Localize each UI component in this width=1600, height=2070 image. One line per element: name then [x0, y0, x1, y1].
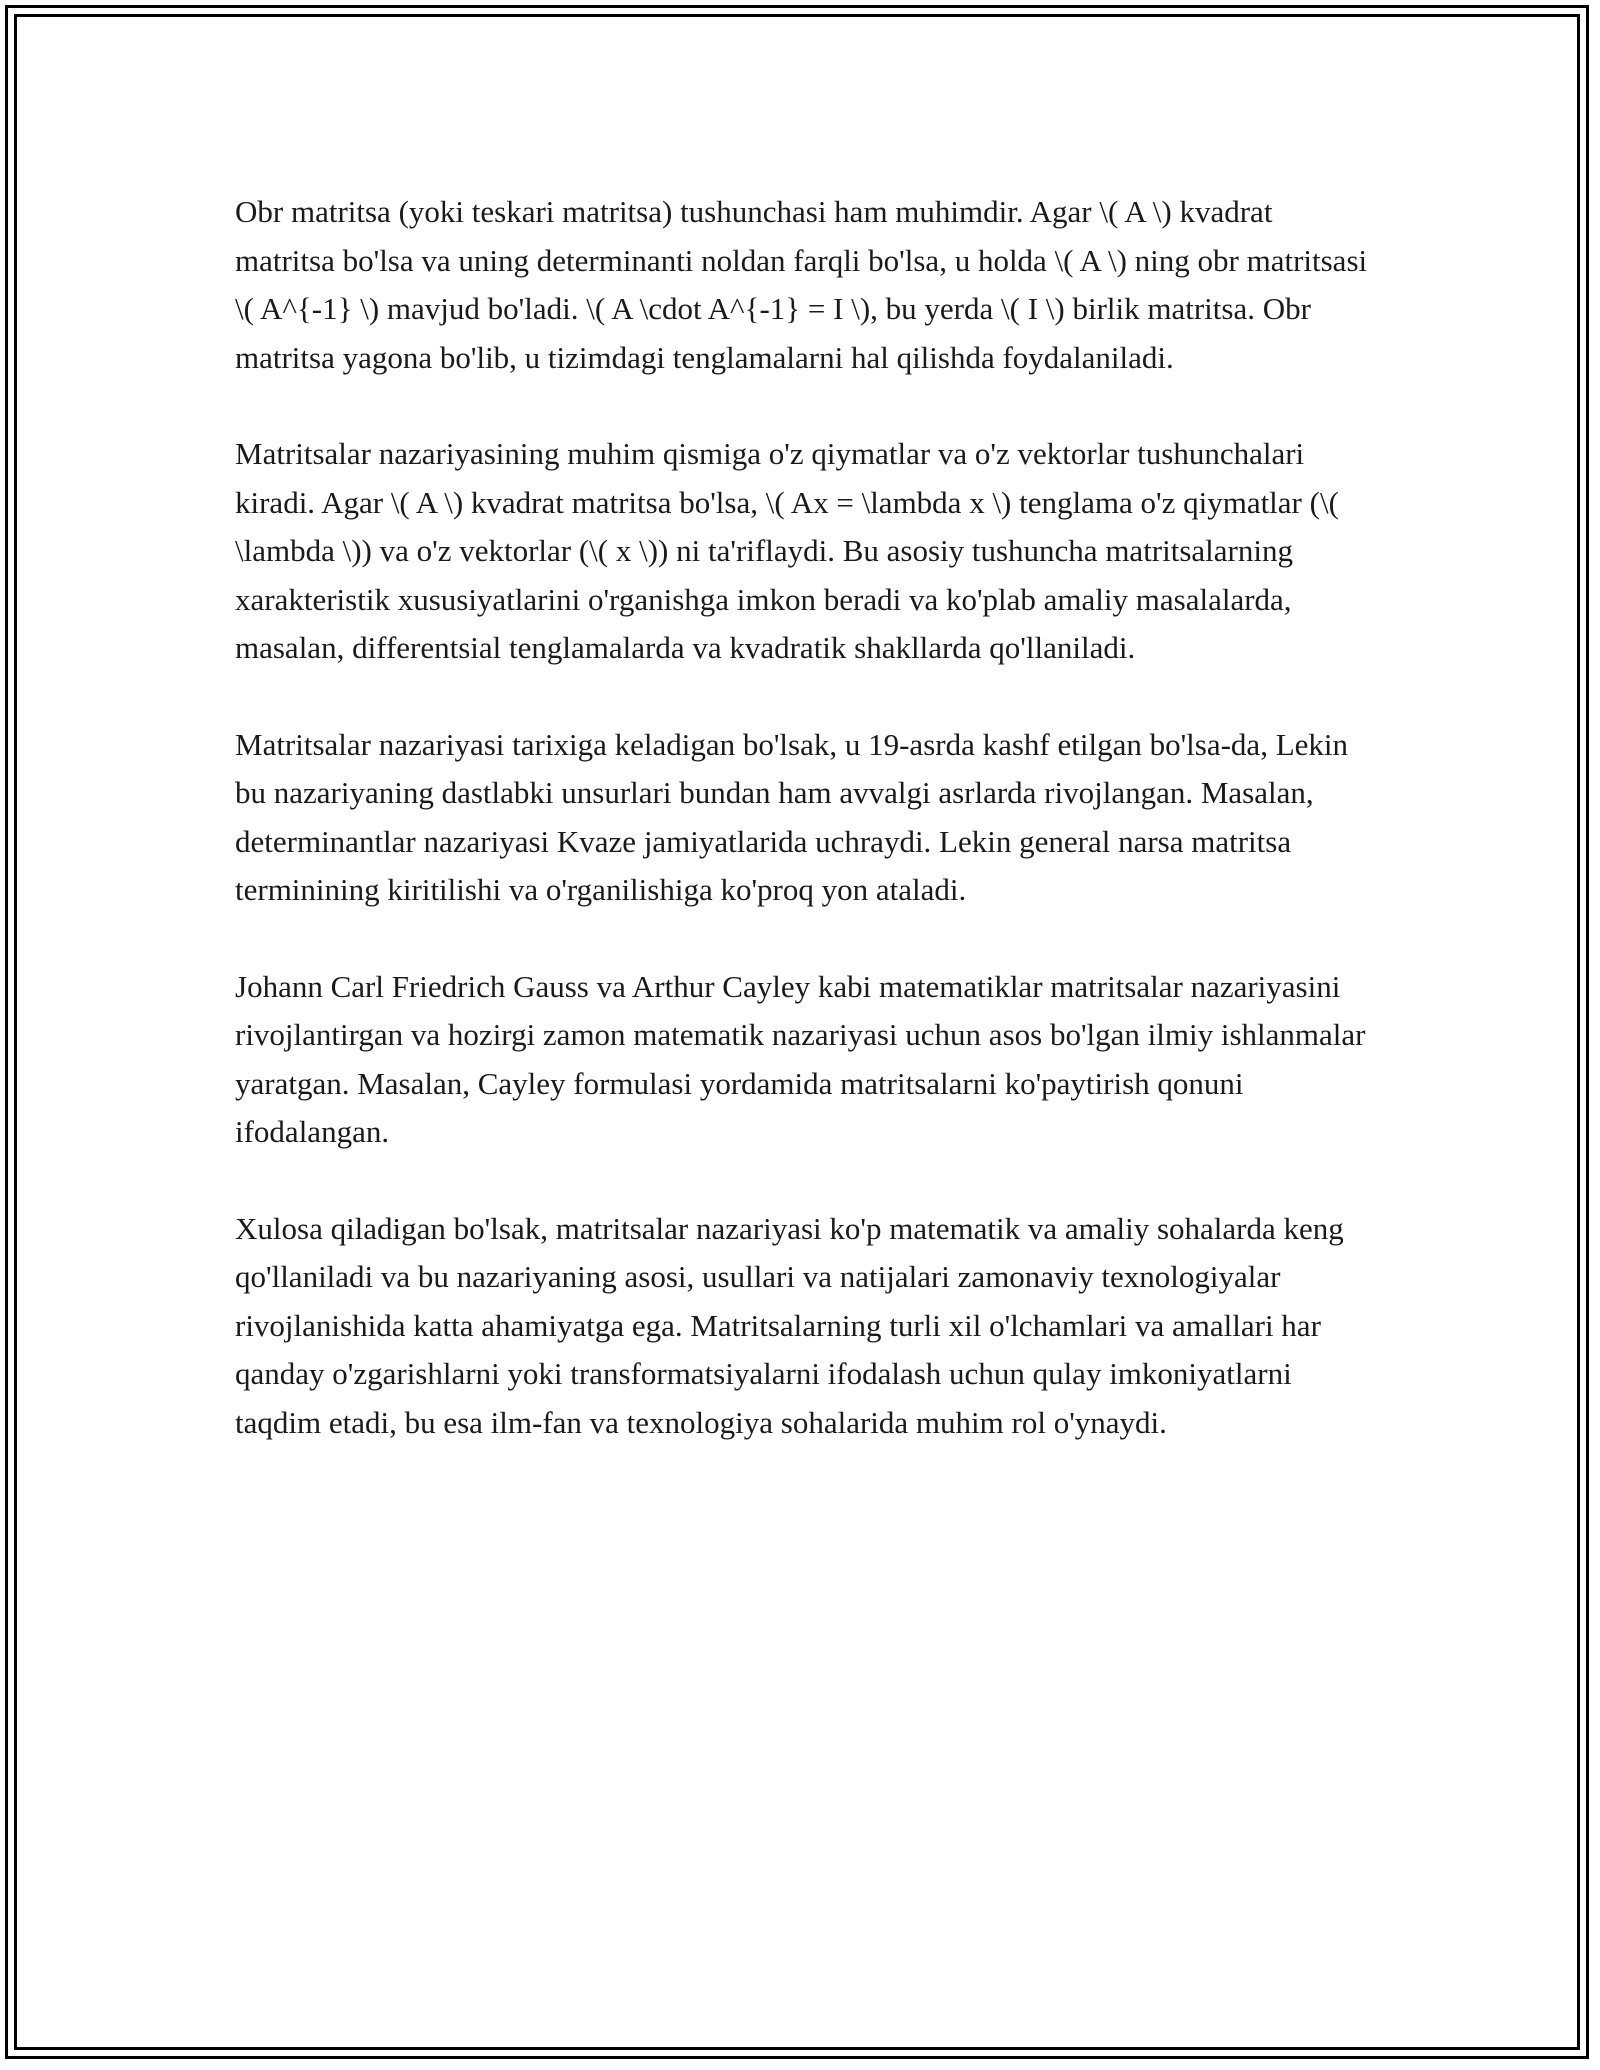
paragraph-eigenvalues: Matritsalar nazariyasining muhim qismiga o'z qiymatlar va o'z vektorlar tushunchalari kiradi. Agar \( A \) kvadrat matritsa bo'lsa, \( Ax = \lambda x \) tenglama o'z qiymatlar (\( \lambda \)) va o'z vektorlar (\( x \)) ni ta'riflaydi. Bu asosiy tushuncha matritsalarning xarakteristik xususiyatlarini o'rganishga imkon beradi va ko'plab amaliy masalalarda, masalan, differentsial tenglamalarda va kvadratik shakllarda qo'llaniladi. — [235, 436, 1339, 665]
paragraph-history: Matritsalar nazariyasi tarixiga keladigan bo'lsak, u 19-asrda kashf etilgan bo'lsa-da, Lekin bu nazariyaning dastlabki unsurlari bundan ham avvalgi asrlarda rivojlangan. Masalan, determinantlar nazariyasi Kvaze jamiyatlarida uchraydi. Lekin general narsa matritsa terminining kiritilishi va o'rganilishiga ko'proq yon ataladi. — [235, 726, 1349, 907]
document-body — [235, 188, 1375, 1495]
paragraph-inverse-matrix: Obr matritsa (yoki teskari matritsa) tushunchasi ham muhimdir. Agar \( A \) kvadrat matritsa bo'lsa va uning determinanti noldan farqli bo'lsa, u holda \( A \) ning obr matritsasi \( A^{-1} \) mavjud bo'ladi. \( A \cdot A^{-1} = I \), bu yerda \( I \) birlik matritsa. Obr matritsa yagona bo'lib, u tizimdagi tenglamalarni hal qilishda foydalaniladi. — [235, 194, 1368, 375]
paragraph-conclusion: Xulosa qiladigan bo'lsak, matritsalar nazariyasi ko'p matematik va amaliy sohalarda keng qo'llaniladi va bu nazariyaning asosi, usullari va natijalari zamonaviy texnologiyalar rivojlanishida katta ahamiyatga ega. Matritsalarning turli xil o'lchamlari va amallari har qanday o'zgarishlarni yoki transformatsiyalarni ifodalash uchun qulay imkoniyatlarni taqdim etadi, bu esa ilm-fan va texnologiya sohalarida muhim rol o'ynaydi. — [235, 1210, 1344, 1440]
paragraph-mathematicians: Johann Carl Friedrich Gauss va Arthur Cayley kabi matematiklar matritsalar nazariyasini rivojlantirgan va hozirgi zamon matematik nazariyasi uchun asos bo'lgan ilmiy ishlanmalar yaratgan. Masalan, Cayley formulasi yordamida matritsalarni ko'paytirish qonuni ifodalangan. — [235, 968, 1366, 1149]
